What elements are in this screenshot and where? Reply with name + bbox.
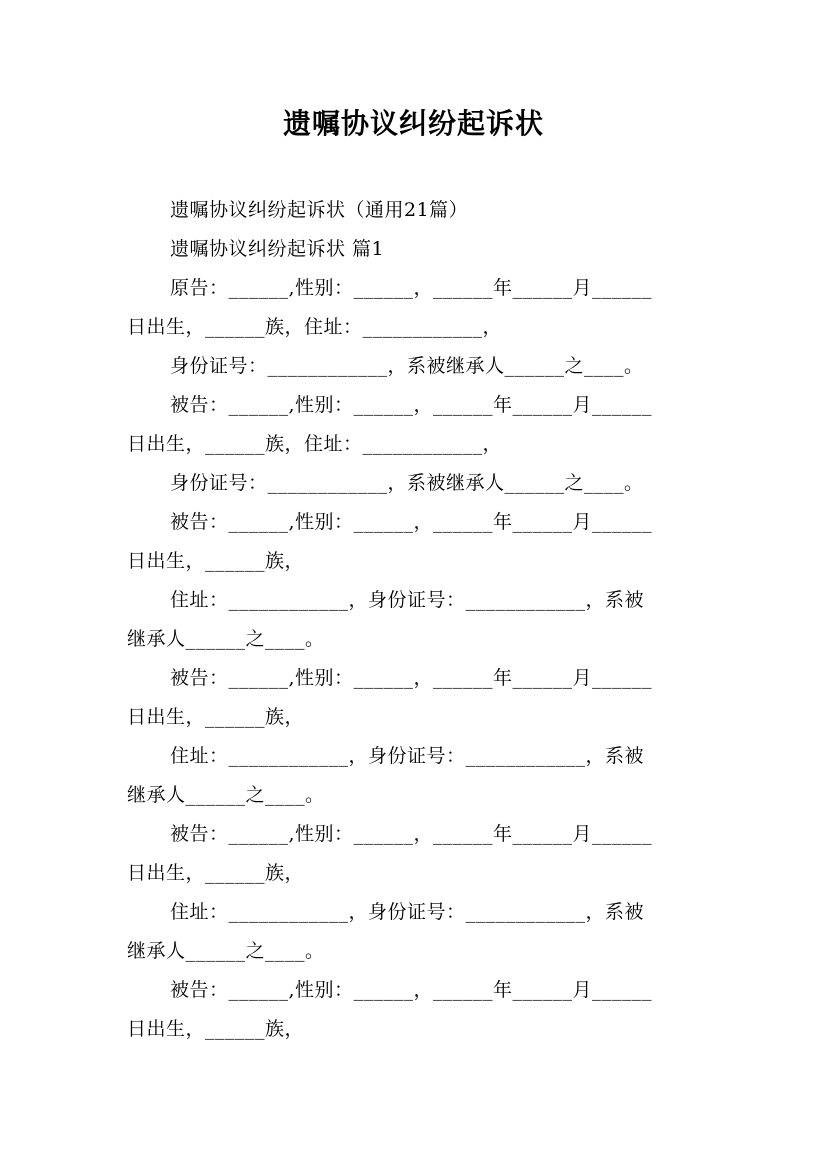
document-line: 遗嘱协议纠纷起诉状 篇1 <box>170 238 385 260</box>
document-line: 日出生，______族，住址：____________， <box>127 433 503 455</box>
document-line: 被告：______,性别：______，______年______月______ <box>170 394 653 416</box>
document-line: 被告：______,性别：______，______年______月______ <box>170 823 653 845</box>
document-line: 日出生，______族， <box>127 706 305 728</box>
document-line: 继承人______之____。 <box>127 940 325 962</box>
document-line: 住址：____________，身份证号：____________，系被 <box>170 745 645 767</box>
document-line: 日出生，______族， <box>127 550 305 572</box>
document-line: 遗嘱协议纠纷起诉状（通用21篇） <box>170 199 469 221</box>
document-line: 继承人______之____。 <box>127 784 325 806</box>
document-line: 日出生，______族， <box>127 862 305 884</box>
document-line: 日出生，______族，住址：____________， <box>127 316 503 338</box>
document-line: 身份证号：____________，系被继承人______之____。 <box>170 472 644 494</box>
document-line: 被告：______,性别：______，______年______月______ <box>170 511 653 533</box>
document-line: 身份证号：____________，系被继承人______之____。 <box>170 355 644 377</box>
document-line: 日出生，______族， <box>127 1018 305 1040</box>
document-line: 原告：______,性别：______，______年______月______ <box>170 277 653 299</box>
document-title: 遗嘱协议纠纷起诉状 <box>282 107 544 140</box>
document-line: 被告：______,性别：______，______年______月______ <box>170 667 653 689</box>
document-line: 继承人______之____。 <box>127 628 325 650</box>
document-line: 住址：____________，身份证号：____________，系被 <box>170 901 645 923</box>
document-line: 被告：______,性别：______，______年______月______ <box>170 979 653 1001</box>
document-line: 住址：____________，身份证号：____________，系被 <box>170 589 645 611</box>
